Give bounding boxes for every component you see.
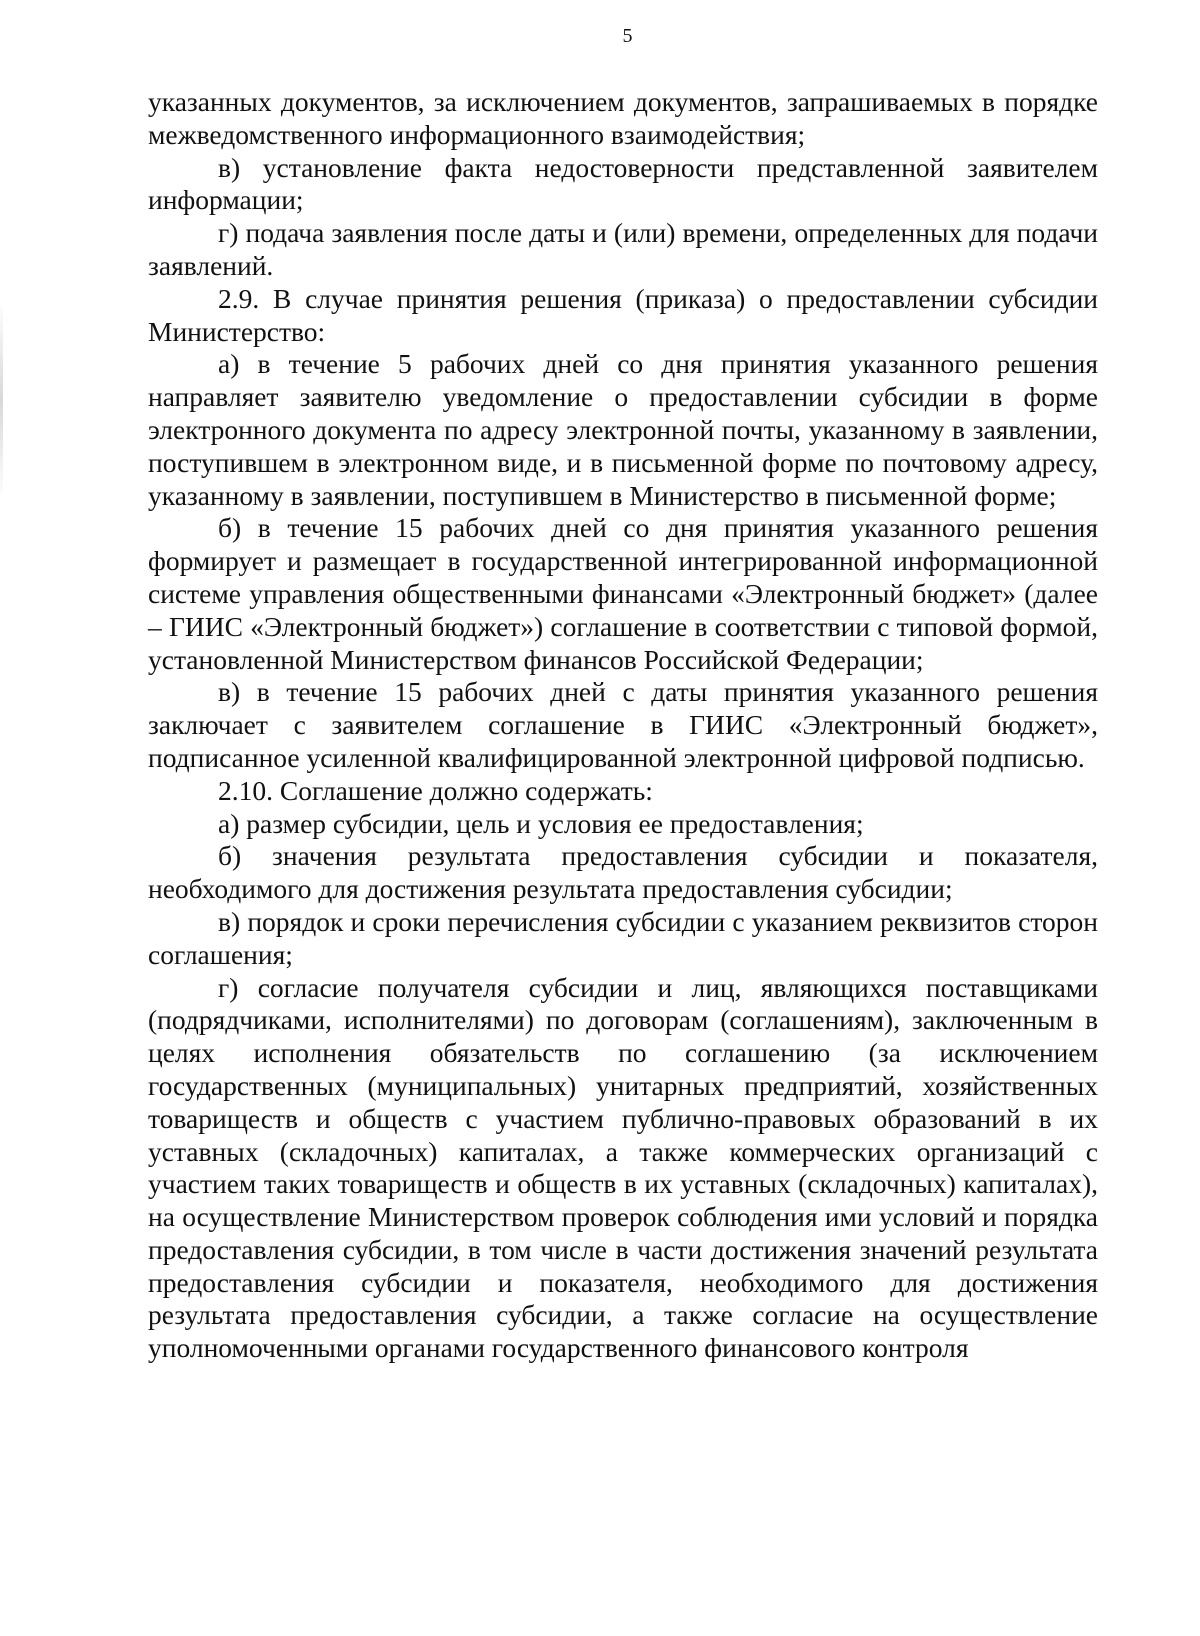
- paragraph-item-v-transfer-order: в) порядок и сроки перечисления субсидии с указанием реквизитов сторон соглашения;: [148, 905, 1098, 970]
- paragraph-item-a-subsidy-size: а) размер субсидии, цель и условия ее предоставления;: [218, 807, 864, 839]
- paragraph-item-a-notification: а) в течение 5 рабочих дней со дня принятия указанного решения направляет заявителю уведомление о предоставлении субсидии в форме электронного документа по адресу электронной почты, указанному в заявлении, поступившем в электронном виде, и в письменной форме по почтовому адресу, указанному в заявлении, поступившем в Министерство в письменной форме;: [148, 348, 1098, 511]
- document-body: [148, 86, 1098, 1365]
- paragraph-item-v-agreement-signing: в) в течение 15 рабочих дней с даты принятия указанного решения заключает с заявителем соглашение в ГИИС «Электронный бюджет», подписанное усиленной квалифицированной электронной цифровой подписью.: [148, 676, 1098, 773]
- paragraph-item-b-result-values: б) значения результата предоставления субсидии и показателя, необходимого для достижения результата предоставления субсидии;: [148, 840, 1098, 905]
- paragraph-item-v-unreliable-info: в) установление факта недостоверности представленной заявителем информации;: [148, 151, 1098, 216]
- scan-edge-shadow: [0, 300, 3, 500]
- paragraph-item-g-consent: г) согласие получателя субсидии и лиц, являющихся поставщиками (подрядчиками, исполнителями) по договорам (соглашениям), заключенным в целях исполнения обязательств по соглашению (за исключением государственных (муниципальных) унитарных предприятий, хозяйственных товариществ и обществ с участием публично-правовых образований в их уставных (складочных) капиталах, а также коммерческих организаций с участием таких товариществ и обществ в их уставных (складочных) капиталах), на осуществление Министерством проверок соблюдения ими условий и порядка предоставления субсидии, в том числе в части достижения значений результата предоставления субсидии и показателя, необходимого для достижения результата предоставления субсидии, а также согласие на осуществление уполномоченными органами государственного финансового контроля: [148, 971, 1098, 1364]
- paragraph-section-2-9: 2.9. В случае принятия решения (приказа) о предоставлении субсидии Министерство:: [148, 282, 1098, 347]
- paragraph-section-2-10: 2.10. Соглашение должно содержать:: [218, 774, 653, 806]
- paragraph-item-g-late-application: г) подача заявления после даты и (или) времени, определенных для подачи заявлений.: [148, 217, 1098, 281]
- page-number: 5: [622, 25, 633, 47]
- paragraph-continuation: указанных документов, за исключением документов, запрашиваемых в порядке межведомственного информационного взаимодействия;: [148, 86, 1098, 150]
- paragraph-item-b-agreement-form: б) в течение 15 рабочих дней со дня принятия указанного решения формирует и размещает в государственной интегрированной информационной системе управления общественными финансами «Электронный бюджет» (далее – ГИИС «Электронный бюджет») соглашение в соответствии с типовой формой, установленной Министерством финансов Российской Федерации;: [148, 512, 1098, 675]
